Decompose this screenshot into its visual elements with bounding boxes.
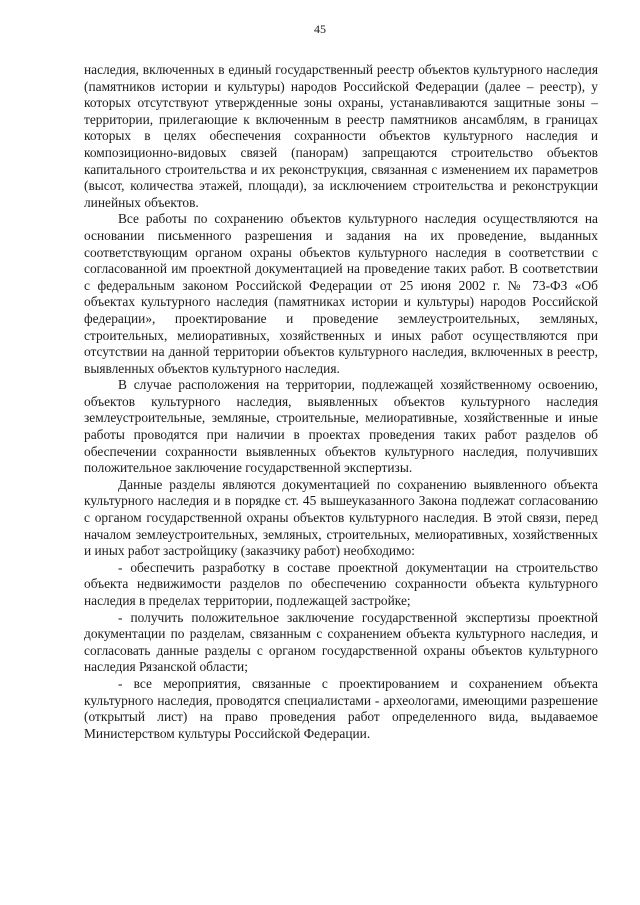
list-item-archaeologists: - все мероприятия, связанные с проектированием и сохранением объекта культурного наследия, проводятся специалистами - археологами, имеющими разрешение (открытый лист) на право проведения работ определенного вида, выдаваемое Министерством культуры Российской Федерации. xyxy=(84,675,598,741)
paragraph-economic-development: В случае расположения на территории, подлежащей хозяйственному освоению, объектов культурного наследия, выявленных объектов культурного наследия землеустроительные, земляные, строительные, мелиоративные, хозяйственные и иные работы проводятся при наличии в проектах проведения таких работ разделов об обеспечении сохранности выявленных объектов культурного наследия, получивших положительное заключение государственной экспертизы. xyxy=(84,377,598,476)
list-item-develop-sections: - обеспечить разработку в составе проектной документации на строительство объекта недвижимости разделов по обеспечению сохранности объекта культурного наследия в пределах территории, подлежащей застройке; xyxy=(84,559,598,608)
page-number: 45 xyxy=(314,22,326,36)
document-body xyxy=(84,62,598,742)
list-item-obtain-expertise: - получить положительное заключение государственной экспертизы проектной документации по разделам, связанным с сохранением объекта культурного наследия, и согласовать данные разделы с органом государственной охраны объектов культурного наследия Рязанской области; xyxy=(84,609,598,675)
paragraph-preservation-works: Все работы по сохранению объектов культурного наследия осуществляются на основании письменного разрешения и задания на их проведение, выданных соответствующим органом охраны объектов культурного наследия в соответствии с согласованной им проектной документацией на проведение таких работ. В соответствии с федеральным законом Российской Федерации от 25 июня 2002 г. № 73-ФЗ «Об объектах культурного наследия (памятниках истории и культуры) народов Российской федерации», проектирование и проведение землеустроительных, земляных, строительных, мелиоративных, хозяйственных и иных работ осуществляются при отсутствии на данной территории объектов культурного наследия, включенных в реестр, выявленных объектов культурного наследия. xyxy=(84,211,598,376)
paragraph-documentation-sections: Данные разделы являются документацией по сохранению выявленного объекта культурного наследия и в порядке ст. 45 вышеуказанного Закона подлежат согласованию с органом государственной охраны объектов культурного наследия. В этой связи, перед началом землеустроительных, земляных, строительных, мелиоративных, хозяйственных и иных работ застройщику (заказчику работ) необходимо: xyxy=(84,476,598,559)
paragraph-protective-zones: наследия, включенных в единый государственный реестр объектов культурного наследия (памятников истории и культуры) народов Российской Федерации (далее – реестр), у которых отсутствуют утвержденные зоны охраны, устанавливаются защитные зоны – территории, прилегающие к включенным в реестр памятников ансамблям, в границах которых в целях обеспечения сохранности объектов культурного наследия и композиционно-видовых связей (панорам) запрещаются строительство объектов капитального строительства и их реконструкция, связанная с изменением их параметров (высот, количества этажей, площади), за исключением строительства и реконструкции линейных объектов. xyxy=(84,62,598,210)
